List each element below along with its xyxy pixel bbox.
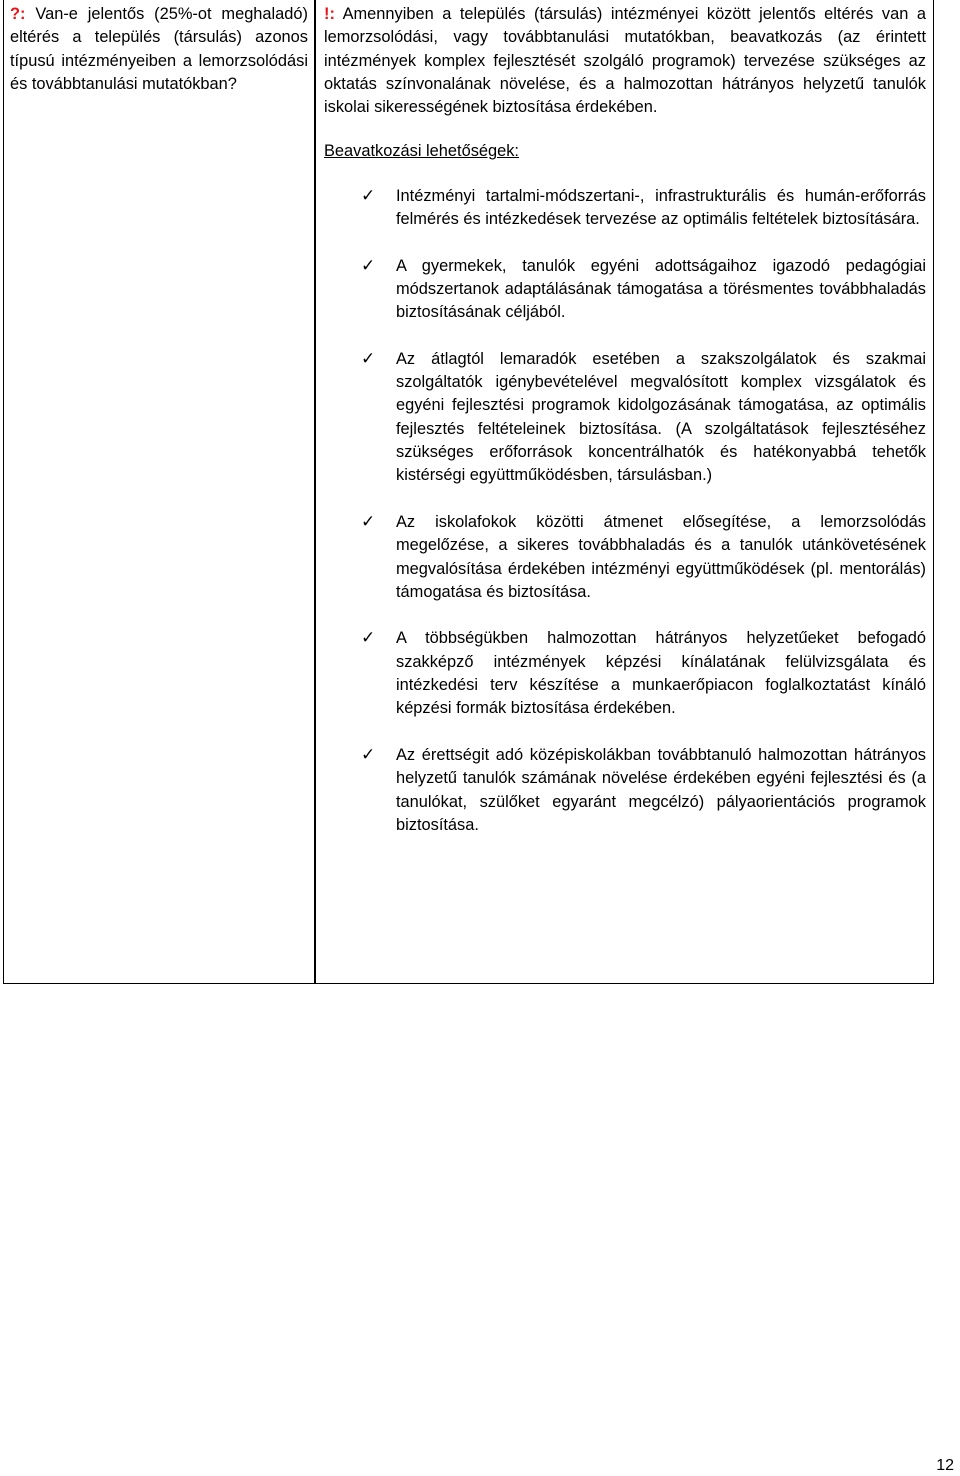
list-item (324, 511, 926, 604)
list-item-text: A gyermekek, tanulók egyéni adottságaihoz igazodó pedagógiai módszertanok adaptálásának támogatása a törésmentes továbbhaladás biztosításának céljából. (396, 256, 926, 322)
question-mark: ?: (10, 5, 26, 23)
interventions-heading: Beavatkozási lehetőségek: (324, 142, 519, 161)
list-item (324, 255, 926, 325)
list-item (324, 185, 926, 232)
checkmark-icon: ✓ (361, 628, 376, 649)
answer-mark: !: (324, 5, 335, 23)
list-item-text: Az iskolafokok közötti átmenet elősegítése, a lemorzsolódás megelőzése, a sikeres továbbhaladás és a tanulók utánkövetésének megvalósítása érdekében intézményi együttműködések (pl. mentorálás) támogatása és biztosítása. (396, 512, 926, 601)
checkmark-icon: ✓ (361, 348, 376, 369)
interventions-list (324, 185, 926, 837)
answer-text: Amennyiben a település (társulás) intézményei között jelentős eltérés van a lemorzsolódási, vagy továbbtanulási mutatókban, beavatkozás (az érintett intézmények komplex fejlesztését szolgáló programok) tervezése szükséges az oktatás színvonalának növelése, és a halmozottan hátrányos helyzetű tanulók iskolai sikerességének biztosítása érdekében. (324, 5, 926, 117)
list-item-text: Az átlagtól lemaradók esetében a szakszolgálatok és szakmai szolgáltatók igénybevételével megvalósított komplex vizsgálatok és egyéni fejlesztési programok kidolgozásának támogatása, az optimális fejlesztés feltételeinek biztosítása. (A szolgáltatások fejlesztéséhez szükséges erőforrások koncentrálhatók és hatékonyabbá tehetők kistérségi együttműködésben, társulásban.) (396, 349, 926, 485)
answer-paragraph (324, 3, 926, 119)
question-cell (4, 0, 316, 983)
checkmark-icon: ✓ (361, 744, 376, 765)
checkmark-icon: ✓ (361, 185, 376, 206)
page-number: 12 (936, 1457, 954, 1474)
checkmark-icon: ✓ (361, 511, 376, 532)
list-item-text: Intézményi tartalmi-módszertani-, infrastrukturális és humán-erőforrás felmérés és intézkedések tervezése az optimális feltételek biztosítására. (396, 186, 926, 229)
list-item (324, 627, 926, 720)
list-item-text: A többségükben halmozottan hátrányos helyzetűeket befogadó szakképző intézmények képzési kínálatának felülvizsgálata és intézkedési terv készítése a munkaerőpiacon foglalkoztatást kínáló képzési formák biztosítása érdekében. (396, 629, 926, 718)
list-item-text: Az érettségit adó középiskolákban továbbtanuló halmozottan hátrányos helyzetű tanulók számának növelése érdekében egyéni fejlesztési és (a tanulókat, szülőket egyaránt megcélzó) pályaorientációs programok biztosítása. (396, 745, 926, 834)
document-table (3, 0, 934, 984)
question-text: Van-e jelentős (25%-ot meghaladó) eltérés a település (társulás) azonos típusú intézményeiben a lemorzsolódási és továbbtanulási mutatókban? (10, 5, 308, 93)
list-item (324, 348, 926, 488)
list-item (324, 744, 926, 837)
answer-cell (316, 0, 933, 983)
checkmark-icon: ✓ (361, 255, 376, 276)
